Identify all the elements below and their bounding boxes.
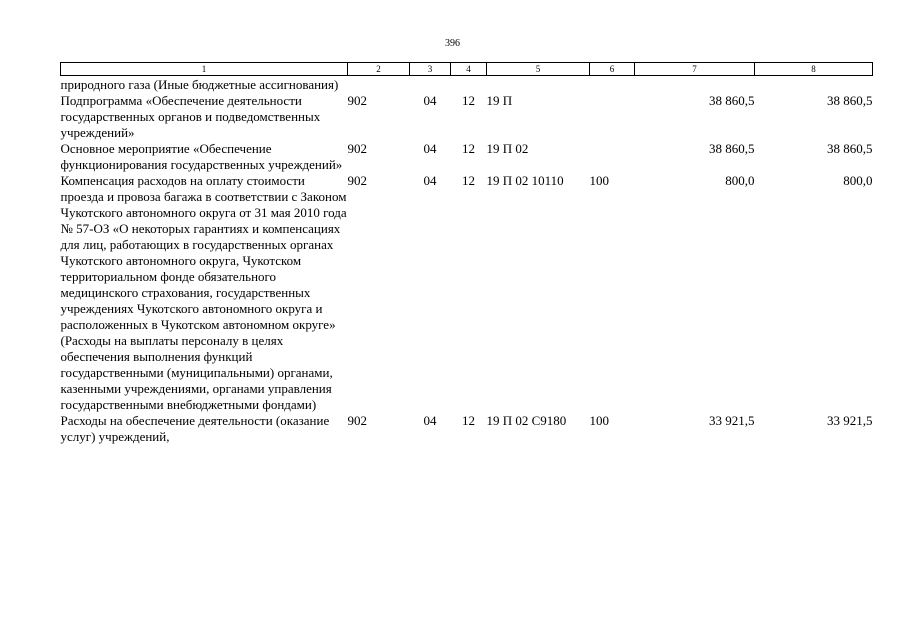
row-target-code: 19 П: [486, 93, 513, 108]
row-description: природного газа (Иные бюджетные ассигнования): [60, 77, 339, 92]
table-row: [61, 413, 873, 445]
row-description: Компенсация расходов на оплату стоимости проезда и провоза багажа в соответствии с Законом Чукотского автономного округа от 31 мая 2010 года № 57-ОЗ «О некоторых гарантиях и компенсациях для лиц, работающих в государственных органах Чукотского автономного округа, Чукотском территориальном фонде обязательного медицинского страхования, государственных учреждениях Чукотского автономного округа и расположенных в Чукотском автономном округе» (Расходы на выплаты персоналу в целях обеспечения выполнения функций государственными (муниципальными) органами, казенными учреждениями, органами управления государственными внебюджетными фондами): [60, 173, 347, 412]
table-row: [61, 141, 873, 173]
row-subsection-code: 12: [462, 173, 475, 188]
row-ministry-code: 902: [347, 413, 367, 428]
column-header-1: 1: [61, 63, 348, 76]
row-amount-1: 800,0: [725, 173, 755, 188]
column-header-7: 7: [635, 63, 755, 76]
row-expense-type: [590, 76, 635, 94]
row-target-code: 19 П 02 10110: [486, 173, 564, 188]
row-expense-type: [590, 141, 635, 173]
row-amount-2: 38 860,5: [827, 93, 873, 108]
column-header-3: 3: [410, 63, 451, 76]
row-section-code: 04: [423, 173, 437, 188]
table-row: [61, 93, 873, 141]
row-amount-2: 38 860,5: [827, 141, 873, 156]
row-amount-1: 33 921,5: [709, 413, 755, 428]
column-header-2: 2: [348, 63, 410, 76]
row-ministry-code: 902: [347, 173, 367, 188]
row-description: Основное мероприятие «Обеспечение функционирования государственных учреждений»: [60, 141, 343, 172]
row-target-code: [487, 76, 590, 94]
row-amount-1: 38 860,5: [709, 141, 755, 156]
page-number: 396: [445, 38, 460, 49]
column-header-5: 5: [487, 63, 590, 76]
row-expense-type: [590, 93, 635, 141]
row-ministry-code: 902: [347, 93, 367, 108]
row-subsection-code: [451, 76, 487, 94]
row-amount-1: [635, 76, 755, 94]
row-amount-2: 800,0: [843, 173, 873, 188]
column-header-6: 6: [590, 63, 635, 76]
budget-table: [60, 62, 873, 445]
row-section-code: [410, 76, 451, 94]
row-ministry-code: 902: [347, 141, 367, 156]
row-expense-type: 100: [589, 173, 609, 188]
row-subsection-code: 12: [462, 93, 475, 108]
row-description: Подпрограмма «Обеспечение деятельности государственных органов и подведомственных учреждений»: [60, 93, 321, 140]
row-target-code: 19 П 02: [486, 141, 529, 156]
row-description: Расходы на обеспечение деятельности (оказание услуг) учреждений,: [60, 413, 330, 444]
row-section-code: 04: [423, 413, 437, 428]
row-target-code: 19 П 02 С9180: [486, 413, 567, 428]
row-subsection-code: 12: [462, 141, 475, 156]
table-row: [61, 173, 873, 413]
row-section-code: 04: [423, 141, 437, 156]
row-subsection-code: 12: [462, 413, 475, 428]
row-amount-1: 38 860,5: [709, 93, 755, 108]
column-header-4: 4: [451, 63, 487, 76]
table-row: [61, 76, 873, 94]
row-amount-2: 33 921,5: [827, 413, 873, 428]
row-expense-type: 100: [589, 413, 609, 428]
column-header-8: 8: [755, 63, 873, 76]
header-row: [61, 63, 873, 76]
row-section-code: 04: [423, 93, 437, 108]
row-amount-2: [755, 76, 873, 94]
row-ministry-code: [348, 76, 410, 94]
